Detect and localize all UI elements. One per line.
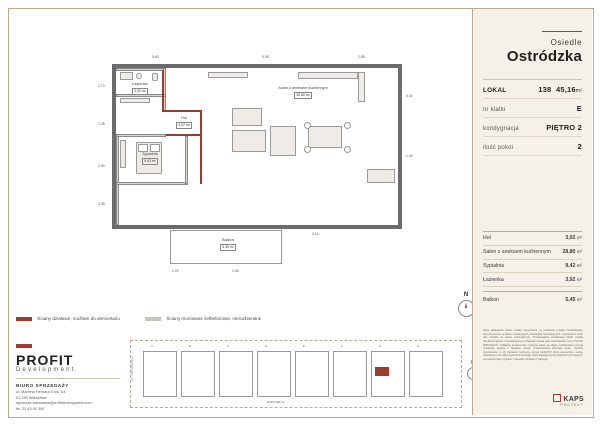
floorplan-drawing [16, 16, 456, 316]
brand-accent-bar [16, 344, 32, 348]
keyplan-unit-f[interactable] [333, 351, 367, 397]
furniture-chair [304, 122, 311, 129]
address-line-email: sprzedaz.warszawa@profitdevelopment.com [16, 401, 92, 406]
legend-item-red [16, 316, 120, 321]
estate-brand [473, 9, 592, 65]
keyplan-building-label: BUDYNEK E [267, 400, 285, 404]
keyplan-label-h: H [417, 344, 420, 348]
area-table [483, 231, 582, 307]
room-label-balkon: Balkon 5,45 m² [206, 238, 250, 251]
area-unit-hol: m² [576, 235, 582, 241]
legal-disclaimer: Karta katalogowa lokalu została opracowana na podstawie projektu budowlanego. Rozmieszczenie punktów instalacyjnych, przebiegów wentylacyjnych i powierzchni może ulec zmianie na etapie wykonawczym. Przedstawiona wizualizacja lokalu została określona zgodnie z obowiązującymi przepisami prawa, jako zobowiązanie normy PN-ISO 9836:2022-07. Dokładne powierzchnie użytkowe lokalu są objęte rozbudowaną pozycją rzutowaną zgodnie z zapisami umowy. Przedstawiona aranżacja lokalu, wiedzka wyposażenia, tj. ich zamiarów, kuchenne, sprzęt AGD-RTV, drzwi wewnętrzne, meble, oświetlenie i ich zakres wykończenia lokalu. Karta katalogowa ma charakter informacyjny i nie stanowi oferty zgodnie z zasadami Kodeksu cywilnego. [483, 329, 583, 361]
area-value-sypialnia [565, 263, 582, 269]
sales-office-title: BIURO SPRZEDAŻY [16, 383, 69, 388]
lokal-number: 138 [538, 84, 552, 94]
area-unit-lazienka: m² [576, 276, 582, 282]
area-row-salon [483, 246, 582, 260]
legend [16, 316, 436, 336]
furniture-wardrobe [120, 140, 126, 168]
dimension-label: 1.30 [406, 154, 413, 158]
kaps-square-icon [553, 394, 561, 402]
dimension-label: 3.05 [262, 55, 269, 59]
furniture-chair [344, 146, 351, 153]
dimension-label: 2.45 [232, 269, 239, 273]
area-unit-salon: m² [576, 249, 582, 255]
spec-value-klatka: E [576, 103, 582, 113]
developer-block [16, 344, 126, 413]
area-name-salon: Salon z aneksem kuchennym [483, 249, 551, 256]
spec-row-pokoje [483, 137, 582, 156]
furniture-chair [344, 122, 351, 129]
spec-value-lokal [538, 85, 582, 94]
lokal-area-unit: m² [575, 87, 582, 94]
address-line-phone: tel. 22 43 90 300 [16, 407, 45, 412]
legend-label-grey: Ściany murowane żelbetonowe, nierozbieralne [166, 316, 262, 321]
area-name-balkon: Balkon [483, 297, 499, 304]
spec-row-kondygnacja [483, 118, 582, 137]
keyplan-label-c: C [227, 344, 230, 348]
keyplan-unit-d[interactable] [257, 351, 291, 397]
dimension-label: 3.38 [98, 202, 105, 206]
furniture-chair [304, 146, 311, 153]
keyplan-unit-a[interactable] [143, 351, 177, 397]
area-value-balkon [565, 297, 582, 303]
furniture-sofa [232, 108, 262, 126]
compass-needle-icon [465, 302, 467, 308]
area-name-lazienka: Łazienka [483, 276, 504, 283]
lokal-area: 45,16 [555, 84, 576, 94]
info-panel [472, 9, 592, 415]
partition-wall-red [162, 110, 202, 112]
dimension-label: 1.45 [98, 122, 105, 126]
dimension-label: 5.60 [152, 55, 159, 59]
keyplan-unit-h[interactable] [409, 351, 443, 397]
area-unit-sypialnia: m² [576, 262, 582, 268]
area-value-lazienka [565, 277, 582, 283]
dimension-label: 2.70 [98, 84, 105, 88]
apartment-plan [98, 55, 413, 273]
legend-label-red: Ściany działowe, możliwe do demontażu [37, 316, 120, 321]
area-number-sypialnia: 9,42 [565, 262, 576, 269]
furniture-sink [136, 73, 142, 79]
furniture-kitchen-counter [298, 72, 358, 79]
room-label-salon: Salon z aneksem kuchennym 28,80 m² [248, 86, 358, 99]
furniture-kitchen-counter [358, 72, 365, 102]
keyplan-label-e: E [303, 344, 306, 348]
furniture-sofa [232, 130, 266, 152]
keyplan-units [135, 344, 457, 404]
divider [16, 378, 120, 379]
spec-key-kondygnacja: kondygnacja [483, 125, 519, 132]
room-label-sypialnia: Sypialnia 9,42 m² [128, 152, 172, 165]
area-row-balkon [483, 291, 582, 306]
spec-key-pokoje: ilość pokoi [483, 144, 514, 151]
building-keyplan [130, 340, 462, 408]
kaps-logo-text [553, 394, 584, 403]
keyplan-label-d: D [265, 344, 268, 348]
furniture-cabinet [367, 169, 395, 183]
area-row-lazienka [483, 273, 582, 287]
unit-specs [483, 79, 582, 156]
spec-row-lokal [483, 80, 582, 99]
sales-office-address [16, 390, 126, 413]
area-unit-balkon: m² [576, 297, 582, 303]
spec-key-lokal: LOKAL [483, 86, 507, 94]
wall-segment [116, 68, 166, 71]
room-label-lazienka: Łazienka 3,92 m² [118, 82, 162, 95]
area-number-balkon: 5,45 [565, 297, 576, 304]
area-name-hol: Hol [483, 235, 491, 242]
keyplan-label-b: B [189, 344, 192, 348]
kaps-name: KAPS [563, 396, 584, 403]
legend-swatch-red [16, 317, 32, 321]
keyplan-unit-c[interactable] [219, 351, 253, 397]
legend-item-grey [145, 316, 261, 321]
developer-subtitle: Development [16, 367, 76, 373]
keyplan-unit-e[interactable] [295, 351, 329, 397]
keyplan-highlighted-unit[interactable] [375, 367, 389, 376]
keyplan-unit-b[interactable] [181, 351, 215, 397]
wall-segment [116, 134, 166, 137]
furniture-cabinet [208, 72, 248, 78]
furniture-dining-table [308, 126, 342, 148]
keyplan-label-a: A [151, 344, 154, 348]
partition-wall-red [162, 70, 164, 110]
keyplan-street-label: UL. OSTRÓDZKA [130, 356, 134, 382]
area-value-salon [562, 249, 582, 255]
address-line: ul. Marlena Hernara 5 lok. U1 [16, 390, 66, 394]
dimension-label: 4.40 [406, 94, 413, 98]
area-number-lazienka: 3,92 [565, 276, 576, 283]
kaps-subtitle: PROJEKT [560, 403, 584, 407]
area-number-salon: 28,80 [562, 249, 576, 256]
area-name-sypialnia: Sypialnia [483, 262, 505, 269]
spec-value-pokoje: 2 [577, 141, 582, 151]
furniture-toilet [152, 73, 158, 81]
area-value-hol [565, 235, 582, 241]
wall-segment [185, 136, 188, 184]
spec-key-klatka: nr klatki [483, 106, 506, 113]
dimension-label: 2.90 [98, 164, 105, 168]
furniture-bathtub [120, 72, 133, 80]
developer-name: PROFIT [16, 352, 74, 368]
address-line: 01-289 Warszawa [16, 395, 47, 400]
furniture-pillow [150, 144, 160, 152]
furniture-armchair [270, 126, 296, 156]
brand-accent-line [542, 31, 582, 32]
area-row-sypialnia [483, 260, 582, 274]
partition-wall-red [166, 134, 202, 136]
area-row-hol [483, 231, 582, 246]
furniture-pillow [138, 144, 148, 152]
estate-prefix: Osiedle [550, 38, 582, 47]
dimension-label: 2.20 [172, 269, 179, 273]
area-number-hol: 3,02 [565, 235, 576, 242]
keyplan-label-g: G [379, 344, 382, 348]
wall-segment [116, 182, 188, 185]
spec-value-kondygnacja: PIĘTRO 2 [546, 122, 582, 132]
kaps-logo-block [553, 394, 584, 407]
keyplan-label-f: F [341, 344, 343, 348]
compass-north-label: N [463, 292, 469, 298]
room-label-hol: Hol 3,02 m² [164, 116, 204, 129]
dimension-label: 3.10 [312, 232, 319, 236]
legend-swatch-grey [145, 317, 161, 321]
estate-name: Ostródzka [506, 48, 582, 65]
dimension-label: 2.85 [358, 55, 365, 59]
partition-wall-red [200, 134, 202, 184]
wall-segment [116, 136, 119, 225]
spec-row-klatka [483, 99, 582, 118]
furniture-wardrobe [120, 98, 150, 103]
